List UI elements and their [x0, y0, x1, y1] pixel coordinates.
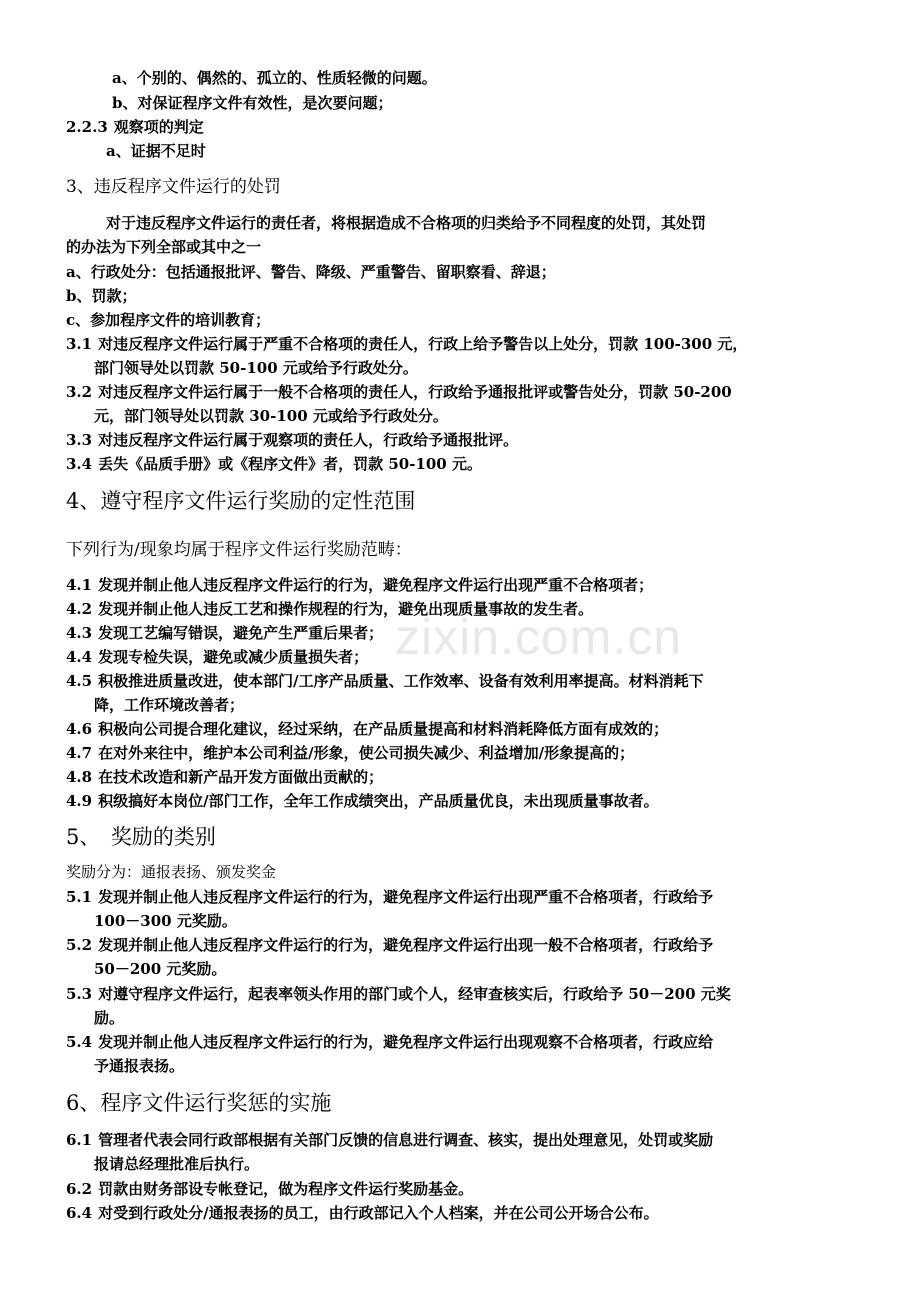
- clause-5-4-cont: 予通报表扬。: [94, 1057, 185, 1075]
- clause-6-4: [66, 1202, 659, 1224]
- clause-3-2: [66, 381, 732, 403]
- line-2-2-a: a、个别的、偶然的、孤立的、性质轻微的问题。: [112, 69, 437, 87]
- section-5-intro: 奖励分为：通报表扬、颁发奖金: [66, 863, 277, 881]
- clause-4-8-text: 在技术改造和新产品开发方面做出贡献的；: [98, 768, 384, 786]
- clause-4-5-text: 积极推进质量改进，使本部门/工序产品质量、工作效率、设备有效利用率提高。材料消耗下: [98, 672, 704, 690]
- clause-5-4-num: 5.4: [66, 1033, 93, 1051]
- clause-5-1: [66, 886, 713, 908]
- clause-5-2-text: 发现并制止他人违反程序文件运行的行为，避免程序文件运行出现一般不合格项者，行政给予: [98, 936, 714, 954]
- clause-5-2-cont: 50－200 元奖励。: [94, 960, 227, 978]
- heading-section-5: 5、 奖励的类别: [66, 825, 216, 849]
- clause-5-3-num: 5.3: [66, 985, 93, 1003]
- clause-6-1-text: 管理者代表会同行政部根据有关部门反馈的信息进行调查、核实，提出处理意见，处罚或奖励: [98, 1131, 714, 1149]
- clause-4-4: [66, 646, 368, 668]
- clause-5-3-text: 对遵守程序文件运行，起表率领头作用的部门或个人，经审查核实后，行政给予 50－200 元奖: [98, 985, 731, 1003]
- clause-6-1-num: 6.1: [66, 1131, 93, 1149]
- heading-2-2-3-num: 2.2.3: [66, 118, 108, 136]
- section-3-intro-2: 的办法为下列全部或其中之一: [66, 238, 262, 256]
- clause-3-4-text: 丢失《品质手册》或《程序文件》者，罚款 50-100 元。: [98, 455, 482, 473]
- heading-section-3: 3、违反程序文件运行的处罚: [66, 177, 281, 197]
- clause-5-3-cont: 励。: [94, 1009, 125, 1027]
- clause-6-2: [66, 1178, 473, 1200]
- clause-5-1-cont: 100－300 元奖励。: [94, 912, 237, 930]
- heading-section-4: 4、遵守程序文件运行奖励的定性范围: [66, 489, 416, 513]
- clause-6-2-text: 罚款由财务部设专帐登记，做为程序文件运行奖励基金。: [98, 1180, 474, 1198]
- heading-section-6: 6、程序文件运行奖惩的实施: [66, 1091, 332, 1115]
- section-3-intro-1: 对于违反程序文件运行的责任者，将根据造成不合格项的归类给予不同程度的处罚，其处罚: [106, 214, 707, 232]
- clause-3-2-cont: 元，部门领导处以罚款 30-100 元或给予行政处分。: [94, 407, 448, 425]
- clause-3-1-cont: 部门领导处以罚款 50-100 元或给予行政处分。: [94, 359, 418, 377]
- clause-6-4-num: 6.4: [66, 1204, 93, 1222]
- clause-4-2: [66, 598, 593, 620]
- heading-2-2-3-text: 观察项的判定: [113, 118, 204, 136]
- clause-4-2-num: 4.2: [66, 600, 93, 618]
- clause-3-2-num: 3.2: [66, 383, 93, 401]
- clause-4-3-text: 发现工艺编写错误，避免产生严重后果者；: [98, 624, 384, 642]
- clause-4-9-text: 积级搞好本岗位/部门工作，全年工作成绩突出，产品质量优良，未出现质量事故者。: [98, 792, 659, 810]
- clause-6-1-cont: 报请总经理批准后执行。: [94, 1155, 260, 1173]
- clause-4-7-text: 在对外来往中，维护本公司利益/形象，使公司损失减少、利益增加/形象提高的；: [98, 744, 635, 762]
- clause-4-6-num: 4.6: [66, 720, 93, 738]
- clause-4-6-text: 积极向公司提合理化建议，经过采纳，在产品质量提高和材料消耗降低方面有成效的；: [98, 720, 669, 738]
- clause-3-1-text: 对违反程序文件运行属于严重不合格项的责任人，行政上给予警告以上处分，罚款 100-300 元，: [98, 335, 748, 353]
- section-4-intro: 下列行为/现象均属于程序文件运行奖励范畴：: [66, 540, 412, 560]
- clause-4-6: [66, 718, 668, 740]
- clause-4-2-text: 发现并制止他人违反工艺和操作规程的行为，避免出现质量事故的发生者。: [98, 600, 594, 618]
- clause-4-9: [66, 790, 659, 812]
- clause-4-1: [66, 574, 653, 596]
- heading-2-2-3: [66, 116, 204, 138]
- clause-6-2-num: 6.2: [66, 1180, 93, 1198]
- clause-4-5-num: 4.5: [66, 672, 93, 690]
- clause-4-5-cont: 降，工作环境改善者；: [94, 696, 245, 714]
- clause-5-2: [66, 934, 713, 956]
- clause-3-1-num: 3.1: [66, 335, 93, 353]
- clause-3-3: [66, 429, 518, 451]
- clause-5-1-num: 5.1: [66, 888, 93, 906]
- clause-4-3: [66, 622, 383, 644]
- clause-6-4-text: 对受到行政处分/通报表扬的员工，由行政部记入个人档案，并在公司公开场合公布。: [98, 1204, 659, 1222]
- section-3-item-c: c、参加程序文件的培训教育；: [66, 311, 271, 329]
- clause-5-3: [66, 983, 731, 1005]
- clause-5-4: [66, 1031, 713, 1053]
- clause-5-1-text: 发现并制止他人违反程序文件运行的行为，避免程序文件运行出现严重不合格项者，行政给予: [98, 888, 714, 906]
- clause-4-8: [66, 766, 383, 788]
- line-2-2-3-a: a、证据不足时: [106, 142, 206, 160]
- clause-6-1: [66, 1129, 713, 1151]
- clause-3-2-text: 对违反程序文件运行属于一般不合格项的责任人，行政给予通报批评或警告处分，罚款 50-200: [98, 383, 732, 401]
- clause-4-1-text: 发现并制止他人违反程序文件运行的行为，避免程序文件运行出现严重不合格项者；: [98, 576, 654, 594]
- clause-4-3-num: 4.3: [66, 624, 93, 642]
- clause-3-3-num: 3.3: [66, 431, 93, 449]
- clause-4-1-num: 4.1: [66, 576, 93, 594]
- clause-3-4-num: 3.4: [66, 455, 93, 473]
- clause-4-8-num: 4.8: [66, 768, 93, 786]
- clause-3-1: [66, 333, 747, 355]
- clause-4-4-text: 发现专检失误，避免或减少质量损失者；: [98, 648, 369, 666]
- clause-5-4-text: 发现并制止他人违反程序文件运行的行为，避免程序文件运行出现观察不合格项者，行政应给: [98, 1033, 714, 1051]
- clause-3-4: [66, 453, 482, 475]
- clause-3-3-text: 对违反程序文件运行属于观察项的责任人，行政给予通报批评。: [98, 431, 519, 449]
- clause-4-5: [66, 670, 704, 692]
- clause-5-2-num: 5.2: [66, 936, 93, 954]
- section-3-item-b: b、罚款；: [66, 287, 137, 305]
- watermark: zixin.com.cn: [395, 609, 683, 665]
- line-2-2-b: b、对保证程序文件有效性，是次要问题；: [112, 94, 393, 112]
- section-3-item-a: a、行政处分：包括通报批评、警告、降级、严重警告、留职察看、辞退；: [66, 263, 556, 281]
- clause-4-9-num: 4.9: [66, 792, 93, 810]
- clause-4-7: [66, 742, 634, 764]
- clause-4-4-num: 4.4: [66, 648, 93, 666]
- clause-4-7-num: 4.7: [66, 744, 93, 762]
